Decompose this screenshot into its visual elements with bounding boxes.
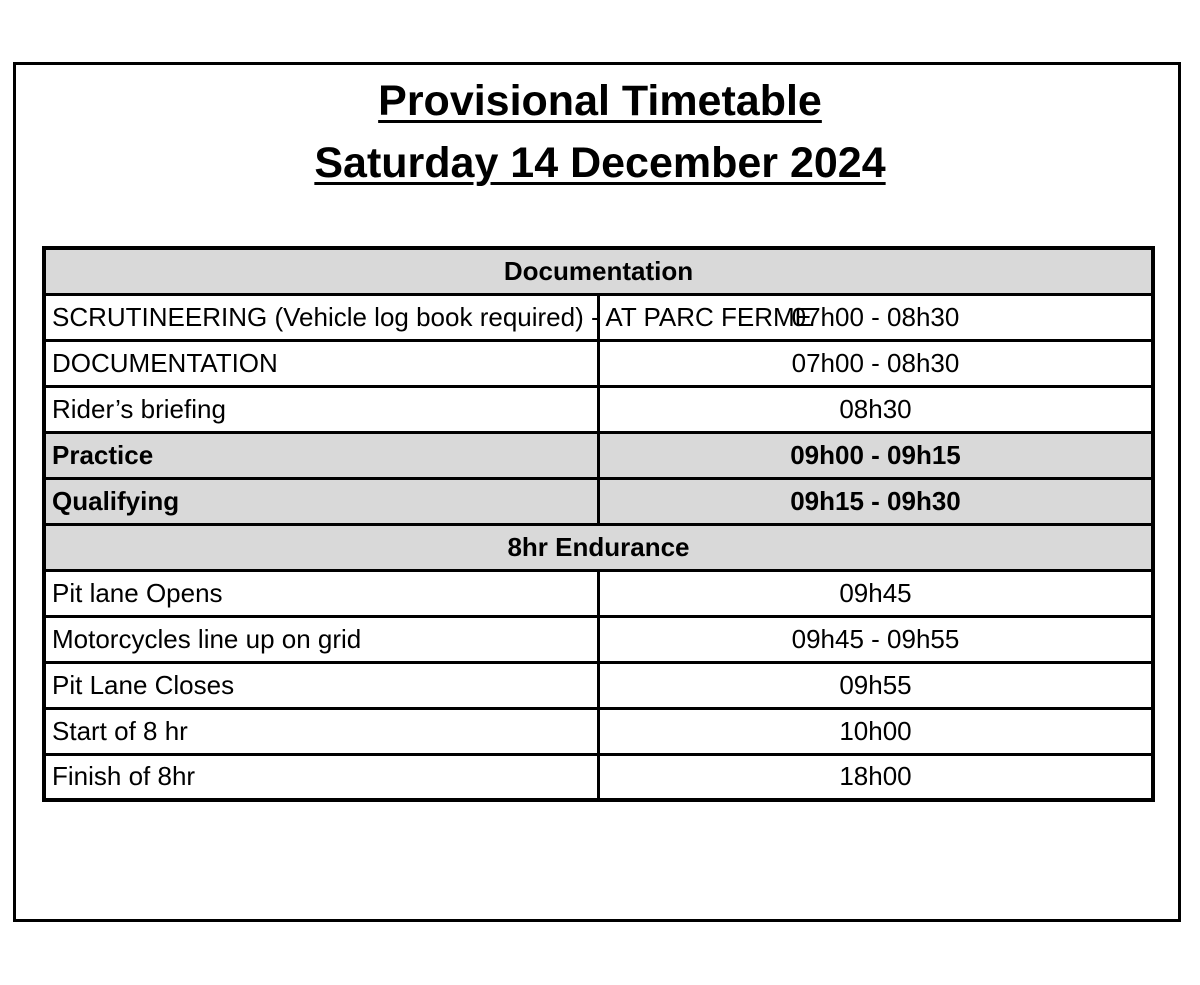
table-row xyxy=(44,616,1153,662)
time-cell: 09h45 xyxy=(599,570,1154,616)
section-heading-endurance: 8hr Endurance xyxy=(44,524,1153,570)
event-cell: SCRUTINEERING (Vehicle log book required) - AT PARC FERME xyxy=(44,294,599,340)
table-row xyxy=(44,754,1153,800)
time-cell: 08h30 xyxy=(599,386,1154,432)
event-cell: Practice xyxy=(44,432,599,478)
event-cell: DOCUMENTATION xyxy=(44,340,599,386)
timetable-table xyxy=(42,246,1155,802)
table-row-highlighted xyxy=(44,432,1153,478)
table-row xyxy=(44,708,1153,754)
table-row xyxy=(44,340,1153,386)
table-row xyxy=(44,294,1153,340)
table-row xyxy=(44,570,1153,616)
event-cell: Pit Lane Closes xyxy=(44,662,599,708)
table-row-highlighted xyxy=(44,478,1153,524)
time-cell: 09h45 - 09h55 xyxy=(599,616,1154,662)
time-cell: 09h00 - 09h15 xyxy=(599,432,1154,478)
time-cell: 07h00 - 08h30 xyxy=(599,294,1154,340)
title-block xyxy=(0,70,1200,194)
event-cell: Rider’s briefing xyxy=(44,386,599,432)
section-header-row xyxy=(44,524,1153,570)
table-row xyxy=(44,662,1153,708)
event-cell: Start of 8 hr xyxy=(44,708,599,754)
time-cell: 07h00 - 08h30 xyxy=(599,340,1154,386)
time-cell: 18h00 xyxy=(599,754,1154,800)
table-row xyxy=(44,386,1153,432)
time-cell: 09h15 - 09h30 xyxy=(599,478,1154,524)
event-cell: Qualifying xyxy=(44,478,599,524)
section-heading-documentation: Documentation xyxy=(44,248,1153,294)
page-title: Provisional Timetable xyxy=(378,77,822,125)
time-cell: 10h00 xyxy=(599,708,1154,754)
event-cell: Motorcycles line up on grid xyxy=(44,616,599,662)
event-cell: Pit lane Opens xyxy=(44,570,599,616)
section-header-row xyxy=(44,248,1153,294)
event-cell: Finish of 8hr xyxy=(44,754,599,800)
page-date: Saturday 14 December 2024 xyxy=(314,139,886,187)
time-cell: 09h55 xyxy=(599,662,1154,708)
